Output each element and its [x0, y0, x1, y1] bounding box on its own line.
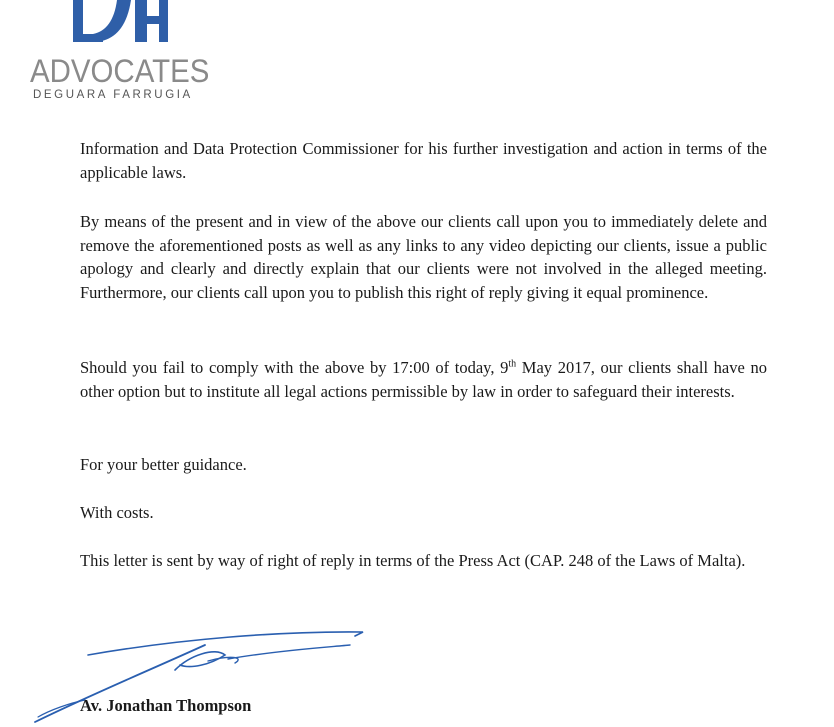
deadline-text-start: Should you fail to comply with the above by 17:00 of today, 9 [80, 358, 509, 377]
letter-body [80, 137, 767, 573]
firm-name: DEGUARA FARRUGIA [33, 89, 193, 101]
deadline-text-end: May 2017, our clients shall have no other option but to institute all legal actions permissible by law in order to safeguard their interests. [80, 358, 767, 401]
ordinal-suffix: th [508, 358, 517, 370]
paragraph-deadline [80, 356, 767, 453]
signatory-name: Av. Jonathan Thompson [80, 696, 252, 715]
paragraph-commissioner: Information and Data Protection Commissioner for his further investigation and action in terms of the applicable laws. [80, 139, 767, 182]
df-monogram-icon [73, 0, 168, 42]
brand-name: ADVOCATES [30, 53, 210, 89]
firm-logo [30, 0, 220, 106]
paragraph-guidance: For your better guidance. [80, 455, 247, 474]
paragraph-press-act: This letter is sent by way of right of reply in terms of the Press Act (CAP. 248 of the Laws of Malta). [80, 551, 746, 570]
paragraph-costs: With costs. [80, 503, 154, 522]
paragraph-demands: By means of the present and in view of the above our clients call upon you to immediately delete and remove the aforementioned posts as well as any links to any video depicting our clients, issue a public apology and clearly and directly explain that our clients were not involved in the alleged meeting. Furthermore, our clients call upon you to publish this right of reply giving it equal prominence. [80, 212, 767, 302]
